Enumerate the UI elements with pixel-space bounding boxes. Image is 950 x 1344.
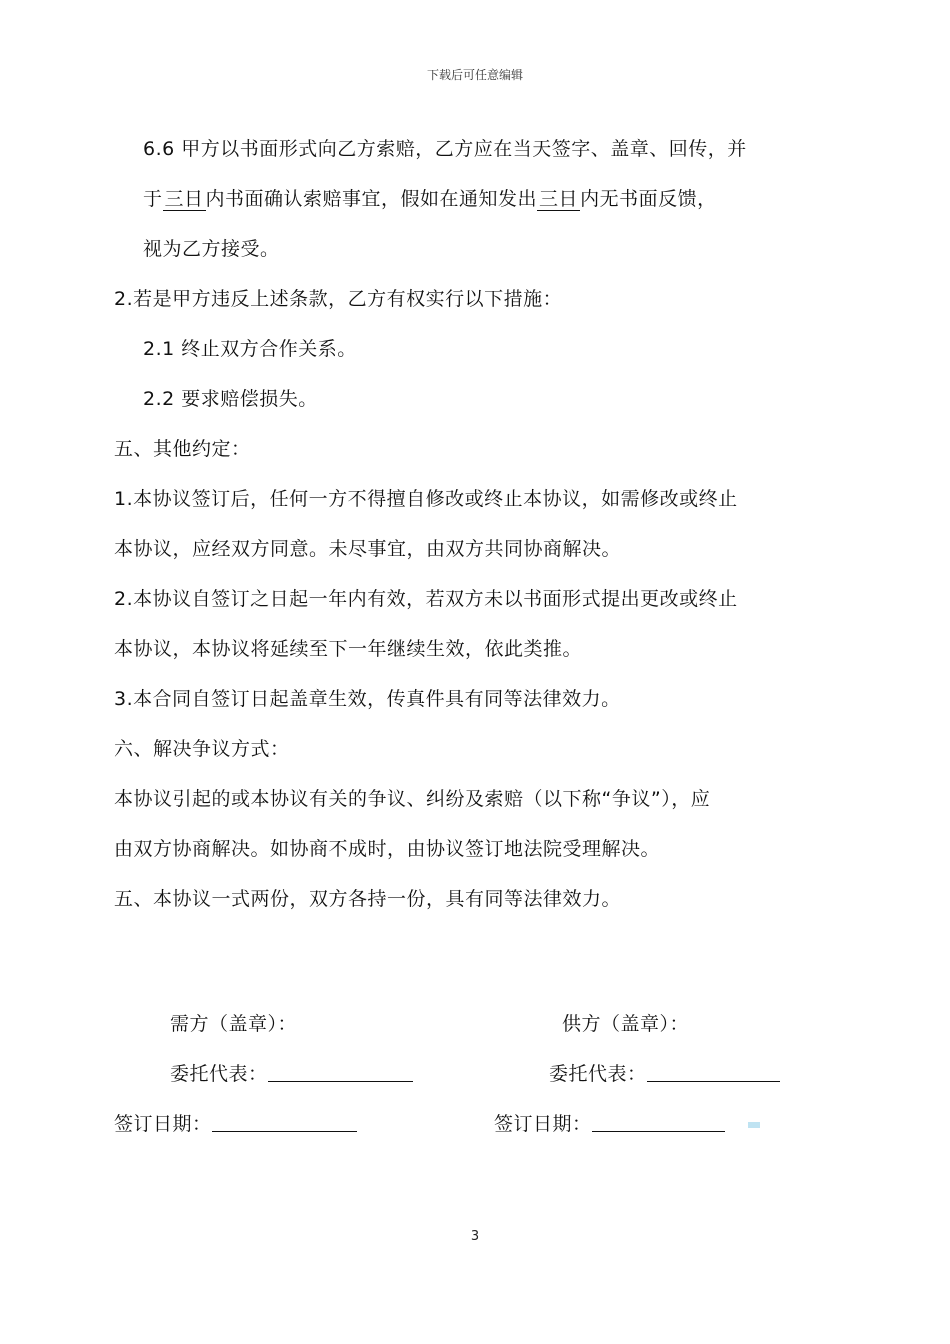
clause-6-6-line1: 6.6 甲方以书面形式向乙方索赔，乙方应在当天签字、盖章、回传，并 [143,138,747,160]
page-number: 3 [470,1229,480,1244]
date-left-blank[interactable] [212,1111,357,1132]
section-5-p2-line2: 本协议，本协议将延续至下一年继续生效，依此类推。 [114,638,583,660]
section-5-p2-line1: 2.本协议自签订之日起一年内有效，若双方未以书面形式提出更改或终止 [114,588,738,610]
highlight-mark [748,1122,760,1128]
rep-right-label: 委托代表： [549,1063,647,1085]
demand-party-seal-label: 需方（盖章）： [170,1013,298,1035]
clause-6-6-line3: 视为乙方接受。 [143,238,280,260]
clause-6-6-text-c: 内无书面反馈， [580,188,717,210]
clause-6-6-line2 [143,186,717,212]
clause-2-1: 2.1 终止双方合作关系。 [143,338,357,360]
section-5-p1-line1: 1.本协议签订后，任何一方不得擅自修改或终止本协议，如需修改或终止 [114,488,738,510]
clause-2-title: 2.若是甲方违反上述条款，乙方有权实行以下措施： [114,288,563,310]
rep-right-row [549,1061,780,1087]
clause-6-6-text-b: 内书面确认索赔事宜，假如在通知发出 [205,188,538,210]
supply-party-seal-label: 供方（盖章）： [562,1013,690,1035]
deadline-underlined-2: 三日 [539,188,579,210]
rep-right-blank[interactable] [647,1061,780,1082]
section-5-title: 五、其他约定： [114,438,251,460]
deadline-underlined-1: 三日 [164,188,204,210]
date-right-label: 签订日期： [494,1113,592,1135]
section-6-title: 六、解决争议方式： [114,738,290,760]
final-clause: 五、本协议一式两份，双方各持一份，具有同等法律效力。 [114,888,622,910]
rep-left-label: 委托代表： [170,1063,268,1085]
date-right-blank[interactable] [592,1111,725,1132]
section-5-p3: 3.本合同自签订日起盖章生效，传真件具有同等法律效力。 [114,688,621,710]
section-6-line2: 由双方协商解决。如协商不成时，由协议签订地法院受理解决。 [114,838,661,860]
page-header: 下载后可任意编辑 [426,68,523,82]
section-5-p1-line2: 本协议，应经双方同意。未尽事宜，由双方共同协商解决。 [114,538,622,560]
rep-left-blank[interactable] [268,1061,413,1082]
section-6-line1: 本协议引起的或本协议有关的争议、纠纷及索赔（以下称“争议”），应 [114,788,711,810]
clause-2-2: 2.2 要求赔偿损失。 [143,388,318,410]
date-left-label: 签订日期： [114,1113,212,1135]
date-right-row [494,1111,725,1137]
clause-6-6-text-a: 于 [143,188,163,210]
date-left-row [114,1111,357,1137]
rep-left-row [170,1061,413,1087]
